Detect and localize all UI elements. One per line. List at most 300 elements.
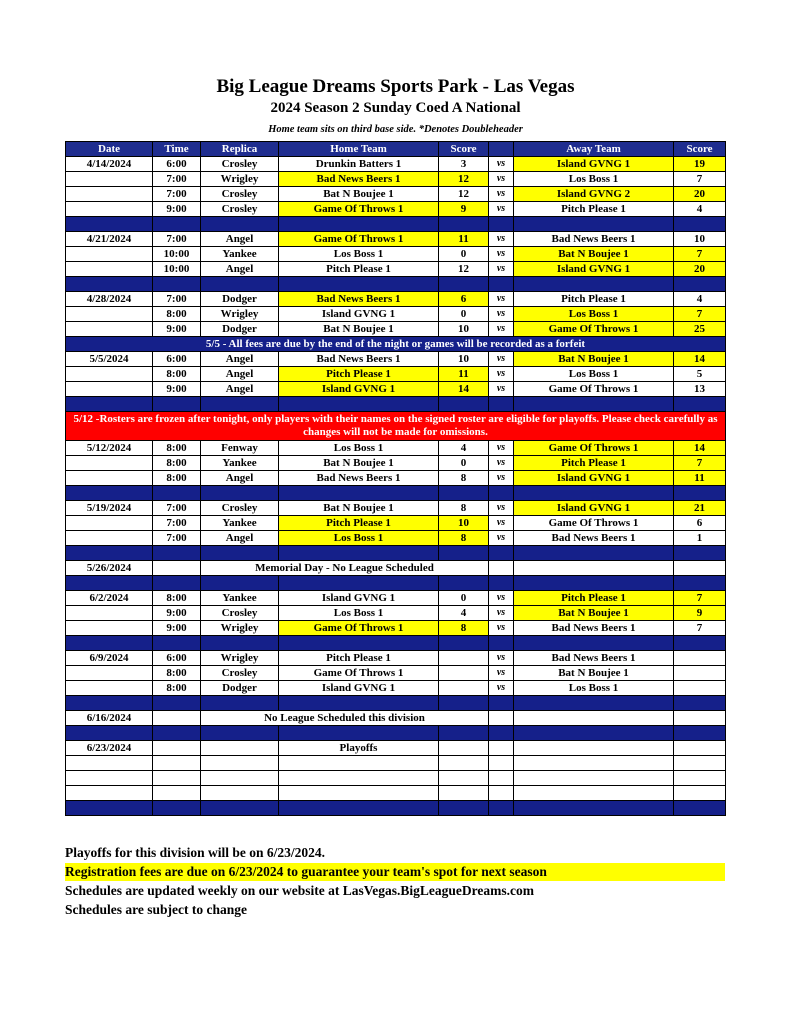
replica-cell: Fenway bbox=[201, 441, 279, 456]
separator-cell bbox=[514, 217, 674, 232]
game-row bbox=[66, 651, 726, 666]
time-cell: 7:00 bbox=[153, 516, 201, 531]
time-cell: 8:00 bbox=[153, 456, 201, 471]
separator-cell bbox=[201, 801, 279, 816]
footer-website-note: Schedules are updated weekly on our website at LasVegas.BigLeagueDreams.com bbox=[65, 883, 535, 898]
away-score-cell bbox=[674, 651, 726, 666]
vs-cell: vs bbox=[489, 441, 514, 456]
separator-cell bbox=[514, 277, 674, 292]
game-row bbox=[66, 307, 726, 322]
home-team-cell: Bat N Boujee 1 bbox=[279, 501, 439, 516]
home-score-cell bbox=[439, 681, 489, 696]
time-cell: 7:00 bbox=[153, 501, 201, 516]
away-score-cell: 21 bbox=[674, 501, 726, 516]
replica-cell: Angel bbox=[201, 471, 279, 486]
game-row bbox=[66, 681, 726, 696]
vs-cell: vs bbox=[489, 292, 514, 307]
separator-cell bbox=[674, 277, 726, 292]
game-row bbox=[66, 292, 726, 307]
time-cell bbox=[153, 561, 201, 576]
home-score-cell bbox=[439, 741, 489, 756]
separator-row bbox=[66, 696, 726, 711]
separator-row bbox=[66, 726, 726, 741]
vs-cell: vs bbox=[489, 262, 514, 277]
date-cell bbox=[66, 172, 153, 187]
date-cell bbox=[66, 382, 153, 397]
time-cell bbox=[153, 711, 201, 726]
separator-cell bbox=[66, 726, 153, 741]
home-score-cell: 9 bbox=[439, 202, 489, 217]
home-score-cell bbox=[439, 651, 489, 666]
separator-cell bbox=[279, 217, 439, 232]
replica-cell bbox=[201, 756, 279, 771]
away-team-cell: Bat N Boujee 1 bbox=[514, 352, 674, 367]
game-row bbox=[66, 756, 726, 771]
separator-cell bbox=[439, 546, 489, 561]
separator-cell bbox=[279, 801, 439, 816]
separator-cell bbox=[489, 397, 514, 412]
game-row bbox=[66, 322, 726, 337]
home-team-cell bbox=[279, 771, 439, 786]
separator-cell bbox=[279, 636, 439, 651]
away-score-cell bbox=[674, 681, 726, 696]
separator-cell bbox=[279, 277, 439, 292]
time-cell bbox=[153, 786, 201, 801]
separator-cell bbox=[153, 576, 201, 591]
separator-cell bbox=[153, 636, 201, 651]
vs-cell: vs bbox=[489, 367, 514, 382]
home-score-cell bbox=[439, 771, 489, 786]
separator-cell bbox=[201, 546, 279, 561]
home-team-cell: Bad News Beers 1 bbox=[279, 471, 439, 486]
home-team-cell: Los Boss 1 bbox=[279, 247, 439, 262]
date-cell bbox=[66, 771, 153, 786]
time-cell: 7:00 bbox=[153, 531, 201, 546]
vs-cell bbox=[489, 771, 514, 786]
replica-cell bbox=[201, 741, 279, 756]
home-team-cell: Game Of Throws 1 bbox=[279, 232, 439, 247]
separator-cell bbox=[514, 546, 674, 561]
time-cell: 8:00 bbox=[153, 307, 201, 322]
vs-cell: vs bbox=[489, 501, 514, 516]
separator-row bbox=[66, 217, 726, 232]
home-score-cell: 12 bbox=[439, 262, 489, 277]
vs-cell: vs bbox=[489, 471, 514, 486]
separator-cell bbox=[674, 397, 726, 412]
separator-cell bbox=[514, 486, 674, 501]
vs-cell: vs bbox=[489, 591, 514, 606]
away-score-cell bbox=[674, 771, 726, 786]
separator-cell bbox=[514, 636, 674, 651]
away-score-cell bbox=[674, 786, 726, 801]
away-score-cell: 7 bbox=[674, 307, 726, 322]
replica-cell: Wrigley bbox=[201, 172, 279, 187]
date-cell bbox=[66, 307, 153, 322]
date-cell: 4/21/2024 bbox=[66, 232, 153, 247]
home-score-cell: 8 bbox=[439, 531, 489, 546]
away-score-cell bbox=[674, 741, 726, 756]
home-team-cell: Pitch Please 1 bbox=[279, 516, 439, 531]
separator-cell bbox=[674, 217, 726, 232]
date-cell bbox=[66, 202, 153, 217]
date-cell bbox=[66, 786, 153, 801]
vs-cell: vs bbox=[489, 187, 514, 202]
away-team-cell: Bad News Beers 1 bbox=[514, 531, 674, 546]
away-score-cell bbox=[674, 711, 726, 726]
date-cell: 5/26/2024 bbox=[66, 561, 153, 576]
home-score-cell: 10 bbox=[439, 322, 489, 337]
vs-cell: vs bbox=[489, 307, 514, 322]
game-row bbox=[66, 471, 726, 486]
replica-cell: Angel bbox=[201, 367, 279, 382]
separator-row bbox=[66, 397, 726, 412]
replica-cell: Wrigley bbox=[201, 651, 279, 666]
home-team-cell: Los Boss 1 bbox=[279, 606, 439, 621]
vs-cell: vs bbox=[489, 247, 514, 262]
separator-cell bbox=[66, 801, 153, 816]
vs-cell bbox=[489, 756, 514, 771]
separator-cell bbox=[514, 397, 674, 412]
page-title: Big League Dreams Sports Park - Las Vegas bbox=[216, 76, 575, 97]
replica-cell: Crosley bbox=[201, 501, 279, 516]
table-header-row bbox=[66, 142, 726, 157]
replica-cell: Crosley bbox=[201, 202, 279, 217]
date-cell: 4/28/2024 bbox=[66, 292, 153, 307]
separator-cell bbox=[153, 546, 201, 561]
away-team-cell: Game Of Throws 1 bbox=[514, 322, 674, 337]
away-score-cell: 5 bbox=[674, 367, 726, 382]
separator-cell bbox=[66, 277, 153, 292]
away-score-cell: 11 bbox=[674, 471, 726, 486]
date-cell: 5/5/2024 bbox=[66, 352, 153, 367]
away-team-cell: Island GVNG 2 bbox=[514, 187, 674, 202]
col-header-time: Time bbox=[153, 142, 201, 157]
date-cell bbox=[66, 187, 153, 202]
date-cell bbox=[66, 531, 153, 546]
time-cell bbox=[153, 741, 201, 756]
separator-cell bbox=[201, 696, 279, 711]
away-score-cell: 7 bbox=[674, 172, 726, 187]
time-cell bbox=[153, 771, 201, 786]
separator-cell bbox=[279, 397, 439, 412]
separator-cell bbox=[489, 801, 514, 816]
separator-cell bbox=[66, 546, 153, 561]
home-team-cell: Game Of Throws 1 bbox=[279, 202, 439, 217]
away-team-cell bbox=[514, 741, 674, 756]
replica-cell: Yankee bbox=[201, 516, 279, 531]
home-score-cell: 0 bbox=[439, 591, 489, 606]
separator-cell bbox=[489, 217, 514, 232]
announcement-text: 5/12 -Rosters are frozen after tonight, only players with their names on the signed roster are eligible for playoffs. Please check carefully as changes will not be made for omissions. bbox=[66, 412, 726, 441]
separator-cell bbox=[439, 277, 489, 292]
game-row bbox=[66, 202, 726, 217]
separator-cell bbox=[153, 277, 201, 292]
time-cell: 9:00 bbox=[153, 621, 201, 636]
date-cell bbox=[66, 262, 153, 277]
separator-cell bbox=[439, 801, 489, 816]
separator-cell bbox=[674, 636, 726, 651]
replica-cell: Yankee bbox=[201, 591, 279, 606]
home-team-cell: Bad News Beers 1 bbox=[279, 292, 439, 307]
col-header-away-score: Score bbox=[674, 142, 726, 157]
time-cell: 7:00 bbox=[153, 172, 201, 187]
away-score-cell: 13 bbox=[674, 382, 726, 397]
date-cell bbox=[66, 456, 153, 471]
separator-cell bbox=[201, 576, 279, 591]
home-score-cell: 10 bbox=[439, 516, 489, 531]
replica-cell bbox=[201, 771, 279, 786]
time-cell: 7:00 bbox=[153, 187, 201, 202]
game-row bbox=[66, 187, 726, 202]
replica-cell: Wrigley bbox=[201, 307, 279, 322]
separator-cell bbox=[674, 801, 726, 816]
separator-cell bbox=[514, 801, 674, 816]
away-team-cell: Bad News Beers 1 bbox=[514, 232, 674, 247]
replica-cell: Crosley bbox=[201, 666, 279, 681]
home-team-cell: Bat N Boujee 1 bbox=[279, 322, 439, 337]
away-score-cell: 14 bbox=[674, 441, 726, 456]
away-score-cell bbox=[674, 666, 726, 681]
away-team-cell: Bat N Boujee 1 bbox=[514, 247, 674, 262]
away-score-cell: 7 bbox=[674, 456, 726, 471]
home-score-cell: 11 bbox=[439, 232, 489, 247]
game-row bbox=[66, 172, 726, 187]
away-score-cell: 1 bbox=[674, 531, 726, 546]
time-cell: 8:00 bbox=[153, 681, 201, 696]
game-row bbox=[66, 352, 726, 367]
game-row bbox=[66, 157, 726, 172]
date-cell: 6/23/2024 bbox=[66, 741, 153, 756]
away-score-cell: 9 bbox=[674, 606, 726, 621]
separator-cell bbox=[439, 217, 489, 232]
away-score-cell: 4 bbox=[674, 202, 726, 217]
home-team-cell bbox=[279, 786, 439, 801]
time-cell: 6:00 bbox=[153, 651, 201, 666]
away-score-cell: 10 bbox=[674, 232, 726, 247]
date-cell: 6/2/2024 bbox=[66, 591, 153, 606]
game-row bbox=[66, 531, 726, 546]
replica-cell: Dodger bbox=[201, 322, 279, 337]
home-score-cell bbox=[439, 786, 489, 801]
vs-cell: vs bbox=[489, 172, 514, 187]
replica-cell: Angel bbox=[201, 352, 279, 367]
home-team-cell: Game Of Throws 1 bbox=[279, 621, 439, 636]
vs-cell: vs bbox=[489, 232, 514, 247]
announcement-text: 5/5 - All fees are due by the end of the night or games will be recorded as a forfeit bbox=[66, 337, 726, 352]
separator-cell bbox=[66, 636, 153, 651]
home-team-cell: Drunkin Batters 1 bbox=[279, 157, 439, 172]
replica-cell: Angel bbox=[201, 232, 279, 247]
separator-cell bbox=[279, 546, 439, 561]
footer-change-note: Schedules are subject to change bbox=[65, 902, 247, 917]
away-team-cell: Pitch Please 1 bbox=[514, 202, 674, 217]
separator-cell bbox=[439, 576, 489, 591]
col-header-away-team: Away Team bbox=[514, 142, 674, 157]
away-team-cell: Bad News Beers 1 bbox=[514, 621, 674, 636]
separator-cell bbox=[279, 486, 439, 501]
separator-cell bbox=[279, 696, 439, 711]
away-team-cell: Los Boss 1 bbox=[514, 307, 674, 322]
separator-cell bbox=[514, 696, 674, 711]
separator-cell bbox=[153, 726, 201, 741]
home-score-cell: 6 bbox=[439, 292, 489, 307]
separator-cell bbox=[489, 486, 514, 501]
away-score-cell: 20 bbox=[674, 262, 726, 277]
away-team-cell bbox=[514, 786, 674, 801]
schedule-body bbox=[66, 157, 726, 816]
home-score-cell: 11 bbox=[439, 367, 489, 382]
home-team-cell: Bad News Beers 1 bbox=[279, 172, 439, 187]
home-score-cell: 14 bbox=[439, 382, 489, 397]
vs-cell: vs bbox=[489, 202, 514, 217]
away-score-cell: 7 bbox=[674, 591, 726, 606]
replica-cell: Angel bbox=[201, 262, 279, 277]
replica-cell: Dodger bbox=[201, 292, 279, 307]
away-team-cell: Island GVNG 1 bbox=[514, 501, 674, 516]
away-team-cell bbox=[514, 771, 674, 786]
separator-row bbox=[66, 636, 726, 651]
game-row bbox=[66, 666, 726, 681]
separator-row bbox=[66, 277, 726, 292]
separator-cell bbox=[66, 217, 153, 232]
separator-cell bbox=[674, 696, 726, 711]
home-score-cell: 12 bbox=[439, 172, 489, 187]
home-score-cell: 12 bbox=[439, 187, 489, 202]
home-team-cell: Los Boss 1 bbox=[279, 531, 439, 546]
away-team-cell: Los Boss 1 bbox=[514, 172, 674, 187]
vs-cell: vs bbox=[489, 352, 514, 367]
date-cell: 6/9/2024 bbox=[66, 651, 153, 666]
date-cell bbox=[66, 666, 153, 681]
home-score-cell: 4 bbox=[439, 606, 489, 621]
separator-cell bbox=[439, 636, 489, 651]
col-header-replica: Replica bbox=[201, 142, 279, 157]
col-header-home-score: Score bbox=[439, 142, 489, 157]
replica-cell: Angel bbox=[201, 382, 279, 397]
col-header-home-team: Home Team bbox=[279, 142, 439, 157]
time-cell: 6:00 bbox=[153, 352, 201, 367]
separator-cell bbox=[674, 486, 726, 501]
vs-cell: vs bbox=[489, 322, 514, 337]
date-cell bbox=[66, 322, 153, 337]
game-row bbox=[66, 516, 726, 531]
vs-cell: vs bbox=[489, 516, 514, 531]
separator-row bbox=[66, 576, 726, 591]
time-cell: 9:00 bbox=[153, 202, 201, 217]
away-team-cell: Bat N Boujee 1 bbox=[514, 666, 674, 681]
home-score-cell: 8 bbox=[439, 471, 489, 486]
separator-cell bbox=[279, 576, 439, 591]
vs-cell: vs bbox=[489, 606, 514, 621]
separator-row bbox=[66, 486, 726, 501]
date-cell bbox=[66, 756, 153, 771]
time-cell: 6:00 bbox=[153, 157, 201, 172]
away-score-cell bbox=[674, 756, 726, 771]
time-cell: 9:00 bbox=[153, 382, 201, 397]
message-row bbox=[66, 561, 726, 576]
separator-cell bbox=[201, 217, 279, 232]
replica-cell: Crosley bbox=[201, 606, 279, 621]
date-cell: 5/12/2024 bbox=[66, 441, 153, 456]
time-cell: 8:00 bbox=[153, 441, 201, 456]
away-score-cell: 19 bbox=[674, 157, 726, 172]
date-cell bbox=[66, 606, 153, 621]
separator-cell bbox=[153, 217, 201, 232]
time-cell: 9:00 bbox=[153, 606, 201, 621]
vs-cell: vs bbox=[489, 651, 514, 666]
vs-cell: vs bbox=[489, 157, 514, 172]
time-cell: 9:00 bbox=[153, 322, 201, 337]
time-cell: 7:00 bbox=[153, 292, 201, 307]
home-team-cell: Game Of Throws 1 bbox=[279, 666, 439, 681]
game-row bbox=[66, 367, 726, 382]
replica-cell bbox=[201, 786, 279, 801]
time-cell: 7:00 bbox=[153, 232, 201, 247]
away-score-cell: 7 bbox=[674, 621, 726, 636]
home-team-cell: Playoffs bbox=[279, 741, 439, 756]
replica-cell: Angel bbox=[201, 531, 279, 546]
red-note-row bbox=[66, 412, 726, 441]
away-team-cell: Game Of Throws 1 bbox=[514, 441, 674, 456]
home-score-cell: 8 bbox=[439, 621, 489, 636]
game-row bbox=[66, 262, 726, 277]
separator-cell bbox=[489, 546, 514, 561]
home-score-cell: 0 bbox=[439, 456, 489, 471]
home-team-cell: Island GVNG 1 bbox=[279, 681, 439, 696]
separator-cell bbox=[201, 486, 279, 501]
home-team-cell: Island GVNG 1 bbox=[279, 382, 439, 397]
home-team-cell: Pitch Please 1 bbox=[279, 262, 439, 277]
home-team-cell: Pitch Please 1 bbox=[279, 367, 439, 382]
replica-cell: Dodger bbox=[201, 681, 279, 696]
game-row bbox=[66, 247, 726, 262]
game-row bbox=[66, 591, 726, 606]
separator-cell bbox=[201, 277, 279, 292]
away-team-cell: Pitch Please 1 bbox=[514, 591, 674, 606]
home-team-cell: Island GVNG 1 bbox=[279, 591, 439, 606]
away-team-cell: Pitch Please 1 bbox=[514, 456, 674, 471]
home-score-cell: 8 bbox=[439, 501, 489, 516]
separator-row bbox=[66, 546, 726, 561]
date-cell bbox=[66, 681, 153, 696]
schedule-note: Home team sits on third base side. *Denotes Doubleheader bbox=[268, 124, 523, 135]
separator-cell bbox=[279, 726, 439, 741]
separator-cell bbox=[674, 726, 726, 741]
away-score-cell: 6 bbox=[674, 516, 726, 531]
game-row bbox=[66, 741, 726, 756]
message-cell: Memorial Day - No League Scheduled bbox=[201, 561, 489, 576]
separator-cell bbox=[674, 546, 726, 561]
game-row bbox=[66, 621, 726, 636]
home-team-cell: Bad News Beers 1 bbox=[279, 352, 439, 367]
page-subtitle: 2024 Season 2 Sunday Coed A National bbox=[270, 100, 521, 116]
home-score-cell bbox=[439, 666, 489, 681]
separator-cell bbox=[153, 696, 201, 711]
vs-cell: vs bbox=[489, 531, 514, 546]
separator-cell bbox=[201, 397, 279, 412]
vs-cell: vs bbox=[489, 666, 514, 681]
replica-cell: Crosley bbox=[201, 157, 279, 172]
message-cell: No League Scheduled this division bbox=[201, 711, 489, 726]
game-row bbox=[66, 786, 726, 801]
vs-cell bbox=[489, 786, 514, 801]
separator-cell bbox=[66, 397, 153, 412]
home-score-cell: 4 bbox=[439, 441, 489, 456]
vs-cell: vs bbox=[489, 382, 514, 397]
separator-cell bbox=[439, 726, 489, 741]
footer-playoffs-note: Playoffs for this division will be on 6/23/2024. bbox=[65, 845, 326, 860]
separator-cell bbox=[66, 576, 153, 591]
